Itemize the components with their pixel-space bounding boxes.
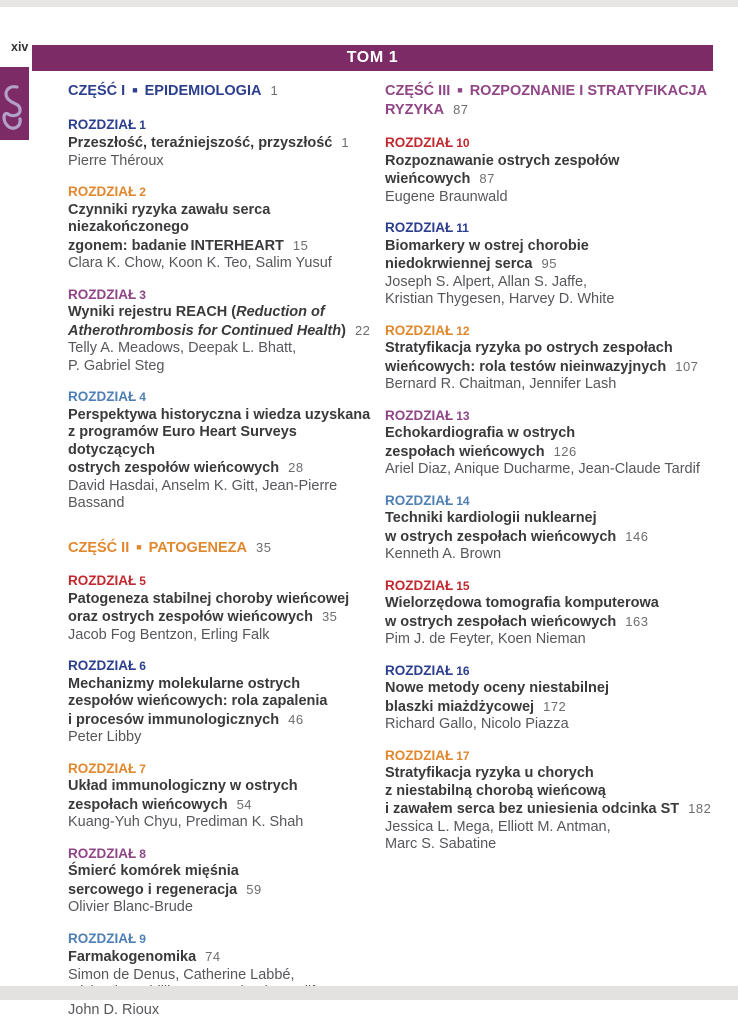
title-text: i procesów immunologicznych bbox=[68, 711, 280, 728]
chapter-number: 9 bbox=[139, 931, 146, 946]
title-text: Atherothrombosis for Continued Health bbox=[68, 322, 342, 339]
title-text: Farmakogenomika bbox=[68, 949, 197, 965]
author-line: John D. Rioux bbox=[68, 1001, 160, 1018]
chapter-authors bbox=[68, 729, 380, 747]
part-heading-line bbox=[385, 101, 721, 120]
title-text: zgonem: badanie INTERHEART bbox=[68, 237, 284, 254]
toc-column-left bbox=[68, 82, 380, 1032]
chapter-label-word: ROZDZIAŁ bbox=[68, 930, 137, 946]
chapter-title bbox=[68, 591, 380, 627]
chapter-authors bbox=[68, 899, 380, 917]
author-line: Joseph S. Alpert, Allan S. Jaffe, bbox=[385, 273, 588, 290]
logo-glyph-icon bbox=[0, 67, 29, 140]
chapter-block bbox=[385, 492, 721, 564]
chapter-title-line bbox=[68, 591, 380, 609]
author-line: Pim J. de Feyter, Koen Nieman bbox=[385, 631, 586, 647]
chapter-label bbox=[68, 183, 380, 202]
chapter-title-line bbox=[385, 613, 721, 632]
title-text: Wyniki rejestru REACH ( bbox=[68, 304, 237, 320]
chapter-authors bbox=[68, 627, 380, 645]
volume-header-label: TOM 1 bbox=[346, 49, 399, 66]
page-number: 126 bbox=[553, 443, 577, 459]
chapter-label bbox=[68, 760, 380, 779]
chapter-label-word: ROZDZIAŁ bbox=[385, 322, 454, 338]
page-number: 74 bbox=[205, 949, 221, 964]
chapter-authors bbox=[68, 340, 380, 375]
chapter-title-line bbox=[68, 778, 380, 796]
chapter-title bbox=[68, 863, 380, 899]
title-text: wieńcowych: rola testów nieinwazyjnych bbox=[385, 358, 667, 375]
author-line: Richard Gallo, Nicolo Piazza bbox=[385, 716, 569, 732]
chapter-title-line bbox=[68, 676, 380, 694]
chapter-title-line bbox=[68, 304, 380, 322]
chapter-title bbox=[385, 425, 721, 461]
chapter-title bbox=[385, 765, 721, 819]
chapter-title bbox=[385, 153, 721, 189]
chapter-title-line bbox=[385, 170, 721, 189]
part-heading-line bbox=[68, 82, 380, 101]
toc-column-right bbox=[385, 82, 721, 867]
chapter-title bbox=[68, 407, 380, 478]
author-line: Telly A. Meadows, Deepak L. Bhatt, bbox=[68, 340, 297, 356]
chapter-block bbox=[68, 116, 380, 171]
chapter-block bbox=[385, 219, 721, 309]
chapter-label-word: ROZDZIAŁ bbox=[385, 747, 454, 763]
page-number: 172 bbox=[543, 698, 567, 714]
chapter-block bbox=[68, 183, 380, 273]
chapter-title bbox=[385, 510, 721, 546]
chapter-label bbox=[68, 116, 380, 135]
chapter-title-line bbox=[68, 881, 380, 900]
chapter-authors bbox=[68, 814, 380, 832]
chapter-block bbox=[68, 572, 380, 644]
volume-header-bar bbox=[32, 45, 713, 71]
title-text: Echokardiografia w ostrych bbox=[385, 425, 576, 441]
chapter-title-line bbox=[385, 510, 721, 528]
chapter-title-line bbox=[385, 255, 721, 274]
part-title: ROZPOZNANIE I STRATYFIKACJA bbox=[469, 83, 708, 99]
chapter-title-line bbox=[68, 608, 380, 627]
title-text: ostrych zespołów wieńcowych bbox=[68, 460, 280, 476]
chapter-title-line bbox=[68, 134, 380, 153]
part-title: RYZYKA bbox=[385, 101, 445, 118]
page-number: 87 bbox=[453, 101, 469, 117]
part-title: PATOGENEZA bbox=[148, 539, 247, 556]
part-label: CZĘŚĆ I bbox=[68, 83, 126, 99]
chapter-number: 17 bbox=[456, 748, 470, 763]
title-text: i zawałem serca bez uniesienia odcinka ST bbox=[385, 801, 680, 817]
part-heading bbox=[68, 539, 380, 558]
part-heading bbox=[68, 82, 380, 101]
page-number: 87 bbox=[479, 171, 495, 186]
chapter-number: 12 bbox=[456, 323, 470, 338]
chapter-authors bbox=[68, 478, 380, 513]
chapter-label bbox=[385, 577, 721, 596]
chapter-title-line bbox=[385, 800, 721, 819]
page-number: 182 bbox=[688, 801, 712, 816]
page-number: 46 bbox=[288, 711, 304, 727]
chapter-title bbox=[385, 595, 721, 631]
chapter-label-word: ROZDZIAŁ bbox=[68, 184, 137, 199]
chapter-title-line bbox=[385, 153, 721, 171]
author-line: Jacob Fog Bentzon, Erling Falk bbox=[68, 626, 270, 643]
title-text: w ostrych zespołach wieńcowych bbox=[385, 528, 617, 545]
page-number: 1 bbox=[270, 83, 279, 98]
chapter-label-word: ROZDZIAŁ bbox=[68, 845, 137, 861]
title-text: blaszki miażdżycowej bbox=[385, 698, 535, 715]
author-line: Marc S. Sabatine bbox=[385, 836, 497, 852]
chapter-number: 15 bbox=[456, 578, 470, 593]
square-bullet-icon: ■ bbox=[136, 541, 142, 552]
title-text: Reduction of bbox=[236, 304, 325, 320]
chapter-label bbox=[68, 657, 380, 676]
part-heading-line bbox=[68, 539, 380, 558]
title-text: z niestabilną chorobą wieńcową bbox=[385, 782, 606, 799]
title-text: Perspektywa historyczna i wiedza uzyskana bbox=[68, 406, 371, 423]
chapter-block bbox=[68, 388, 380, 513]
chapter-label bbox=[68, 930, 380, 949]
chapter-title-line bbox=[68, 424, 380, 459]
chapter-number: 7 bbox=[139, 761, 146, 776]
chapter-block bbox=[385, 322, 721, 394]
chapter-block bbox=[385, 662, 721, 734]
page-number: 163 bbox=[625, 613, 649, 629]
chapter-label-word: ROZDZIAŁ bbox=[68, 573, 137, 588]
page-number: 35 bbox=[255, 539, 272, 555]
chapter-block bbox=[68, 760, 380, 832]
chapter-block bbox=[385, 407, 721, 479]
chapter-number: 6 bbox=[139, 659, 146, 673]
chapter-title-line bbox=[385, 528, 721, 547]
author-line: Olivier Blanc-Brude bbox=[68, 899, 193, 915]
chapter-block bbox=[68, 845, 380, 917]
chapter-label-word: ROZDZIAŁ bbox=[385, 407, 454, 423]
part-heading-line bbox=[385, 82, 721, 101]
scan-edge-bottom bbox=[0, 986, 738, 1000]
chapter-number: 1 bbox=[139, 117, 146, 132]
chapter-authors bbox=[68, 255, 380, 273]
title-text: Stratyfikacja ryzyka po ostrych zespołach bbox=[385, 340, 673, 356]
chapter-title-line bbox=[385, 765, 721, 783]
chapter-title bbox=[385, 238, 721, 274]
chapter-title-line bbox=[68, 711, 380, 730]
title-text: Wielorzędowa tomografia komputerowa bbox=[385, 595, 659, 611]
title-text: w ostrych zespołach wieńcowych bbox=[385, 613, 617, 630]
chapter-number: 13 bbox=[456, 408, 470, 423]
chapter-title bbox=[68, 778, 380, 814]
page-number: 54 bbox=[236, 796, 253, 812]
chapter-authors bbox=[385, 376, 721, 394]
page-number: 22 bbox=[354, 322, 371, 338]
title-text: z programów Euro Heart Surveys dotyczących bbox=[68, 424, 297, 458]
author-line: Clara K. Chow, Koon K. Teo, Salim Yusuf bbox=[68, 255, 332, 271]
title-text: Układ immunologiczny w ostrych bbox=[68, 778, 298, 794]
author-line: Bernard R. Chaitman, Jennifer Lash bbox=[385, 376, 617, 392]
author-line: Kenneth A. Brown bbox=[385, 546, 502, 562]
chapter-label-word: ROZDZIAŁ bbox=[385, 662, 454, 678]
chapter-number: 10 bbox=[456, 136, 470, 150]
title-text: Rozpoznawanie ostrych zespołów bbox=[385, 152, 620, 169]
title-text: Nowe metody oceny niestabilnej bbox=[385, 680, 609, 696]
chapter-label bbox=[385, 322, 721, 341]
page-number: 146 bbox=[625, 528, 649, 544]
chapter-number: 3 bbox=[139, 287, 146, 302]
chapter-title bbox=[68, 304, 380, 340]
title-text: niedokrwiennej serca bbox=[385, 256, 533, 272]
chapter-number: 11 bbox=[456, 221, 469, 235]
chapter-title-line bbox=[68, 693, 380, 711]
title-text: ) bbox=[341, 322, 346, 339]
chapter-title-line bbox=[68, 237, 380, 256]
chapter-label bbox=[68, 388, 380, 407]
chapter-label bbox=[385, 747, 721, 766]
chapter-label bbox=[68, 572, 380, 591]
title-text: Biomarkery w ostrej chorobie bbox=[385, 237, 589, 254]
part-label: CZĘŚĆ II bbox=[68, 539, 130, 556]
chapter-block bbox=[68, 657, 380, 747]
part-title: EPIDEMIOLOGIA bbox=[144, 83, 262, 99]
title-text: zespołów wieńcowych: rola zapalenia bbox=[68, 693, 328, 709]
chapter-label bbox=[385, 492, 721, 511]
title-text: Mechanizmy molekularne ostrych bbox=[68, 675, 301, 692]
chapter-block bbox=[385, 134, 721, 206]
author-line: Peter Libby bbox=[68, 729, 142, 745]
chapter-block bbox=[68, 930, 380, 1020]
chapter-title-line bbox=[68, 407, 380, 425]
chapter-title bbox=[385, 340, 721, 376]
chapter-authors bbox=[68, 153, 380, 171]
chapter-authors bbox=[385, 716, 721, 734]
chapter-label-word: ROZDZIAŁ bbox=[385, 577, 454, 593]
author-line: Jessica L. Mega, Elliott M. Antman, bbox=[385, 818, 611, 835]
chapter-title bbox=[68, 676, 380, 730]
author-line: Kuang-Yuh Chyu, Prediman K. Shah bbox=[68, 814, 304, 830]
chapter-title-line bbox=[68, 863, 380, 881]
page-folio: xiv bbox=[11, 40, 29, 54]
chapter-title-line bbox=[68, 796, 380, 815]
author-line: Pierre Théroux bbox=[68, 152, 164, 169]
chapter-authors bbox=[385, 189, 721, 207]
chapter-label bbox=[68, 845, 380, 864]
chapter-title bbox=[68, 134, 380, 153]
chapter-title bbox=[385, 680, 721, 716]
chapter-block bbox=[385, 577, 721, 649]
publisher-logo bbox=[0, 67, 29, 140]
page-number: 15 bbox=[292, 237, 309, 253]
chapter-authors bbox=[385, 631, 721, 649]
scan-edge-top bbox=[0, 0, 738, 7]
page-number: 1 bbox=[341, 135, 350, 150]
chapter-block bbox=[68, 286, 380, 376]
square-bullet-icon: ■ bbox=[457, 85, 463, 95]
chapter-title-line bbox=[68, 322, 380, 341]
chapter-authors bbox=[385, 819, 721, 854]
author-line: Simon de Denus, Catherine Labbé, bbox=[68, 966, 295, 983]
title-text: zespołach wieńcowych bbox=[385, 443, 545, 460]
chapter-label-word: ROZDZIAŁ bbox=[385, 220, 454, 235]
chapter-authors bbox=[385, 461, 721, 479]
author-line: Kristian Thygesen, Harvey D. White bbox=[385, 291, 615, 307]
title-text: sercowego i regeneracja bbox=[68, 881, 238, 898]
title-text: Techniki kardiologii nuklearnej bbox=[385, 510, 597, 526]
title-text: Patogeneza stabilnej choroby wieńcowej bbox=[68, 590, 350, 607]
title-text: oraz ostrych zespołów wieńcowych bbox=[68, 609, 313, 625]
chapter-label bbox=[385, 662, 721, 681]
chapter-title-line bbox=[385, 340, 721, 358]
chapter-authors bbox=[385, 546, 721, 564]
chapter-label-word: ROZDZIAŁ bbox=[68, 286, 137, 302]
chapter-number: 5 bbox=[139, 574, 146, 588]
chapter-label-word: ROZDZIAŁ bbox=[68, 760, 137, 776]
chapter-label-word: ROZDZIAŁ bbox=[68, 658, 137, 673]
title-text: zespołach wieńcowych bbox=[68, 796, 228, 813]
chapter-number: 2 bbox=[139, 185, 146, 199]
chapter-title-line bbox=[385, 358, 721, 377]
page-number: 28 bbox=[288, 460, 304, 475]
chapter-number: 14 bbox=[456, 493, 470, 508]
chapter-title-line bbox=[385, 443, 721, 462]
page-number: 59 bbox=[246, 881, 262, 897]
chapter-title-line bbox=[385, 595, 721, 613]
chapter-title-line bbox=[68, 459, 380, 478]
title-text: Czynniki ryzyka zawału serca niezakończonego bbox=[68, 201, 271, 235]
chapter-title-line bbox=[68, 948, 380, 967]
author-line: P. Gabriel Steg bbox=[68, 357, 165, 374]
page-number: 35 bbox=[321, 609, 338, 624]
page-number: 95 bbox=[541, 256, 557, 271]
chapter-label bbox=[385, 407, 721, 426]
title-text: Przeszłość, teraźniejszość, przyszłość bbox=[68, 135, 333, 151]
chapter-title-line bbox=[385, 680, 721, 698]
chapter-title-line bbox=[385, 783, 721, 801]
part-label: CZĘŚĆ III bbox=[385, 83, 451, 99]
chapter-title-line bbox=[68, 202, 380, 237]
chapter-title bbox=[68, 202, 380, 256]
chapter-number: 8 bbox=[139, 846, 146, 861]
chapter-label bbox=[385, 134, 721, 153]
chapter-block bbox=[385, 747, 721, 854]
chapter-title-line bbox=[385, 425, 721, 443]
chapter-label-word: ROZDZIAŁ bbox=[68, 116, 137, 132]
chapter-label-word: ROZDZIAŁ bbox=[68, 389, 137, 404]
author-line: Ariel Diaz, Anique Ducharme, Jean-Claude Tardif bbox=[385, 461, 700, 477]
title-text: Śmierć komórek mięśnia bbox=[68, 863, 239, 879]
author-line: David Hasdai, Anselm K. Gitt, Jean-Pierre Bassand bbox=[68, 477, 338, 511]
chapter-number: 16 bbox=[456, 663, 470, 678]
chapter-label bbox=[385, 219, 721, 238]
author-line: Eugene Braunwald bbox=[385, 188, 508, 205]
part-heading bbox=[385, 82, 721, 119]
chapter-title-line bbox=[385, 238, 721, 256]
chapter-label bbox=[68, 286, 380, 305]
chapter-label-word: ROZDZIAŁ bbox=[385, 492, 454, 508]
title-text: wieńcowych bbox=[385, 171, 471, 187]
chapter-title bbox=[68, 948, 380, 967]
page-number: 107 bbox=[675, 358, 699, 374]
chapter-label-word: ROZDZIAŁ bbox=[385, 135, 454, 150]
chapter-title-line bbox=[385, 698, 721, 717]
title-text: Stratyfikacja ryzyka u chorych bbox=[385, 765, 594, 781]
square-bullet-icon: ■ bbox=[132, 85, 138, 95]
chapter-authors bbox=[385, 274, 721, 309]
chapter-number: 4 bbox=[139, 390, 146, 404]
